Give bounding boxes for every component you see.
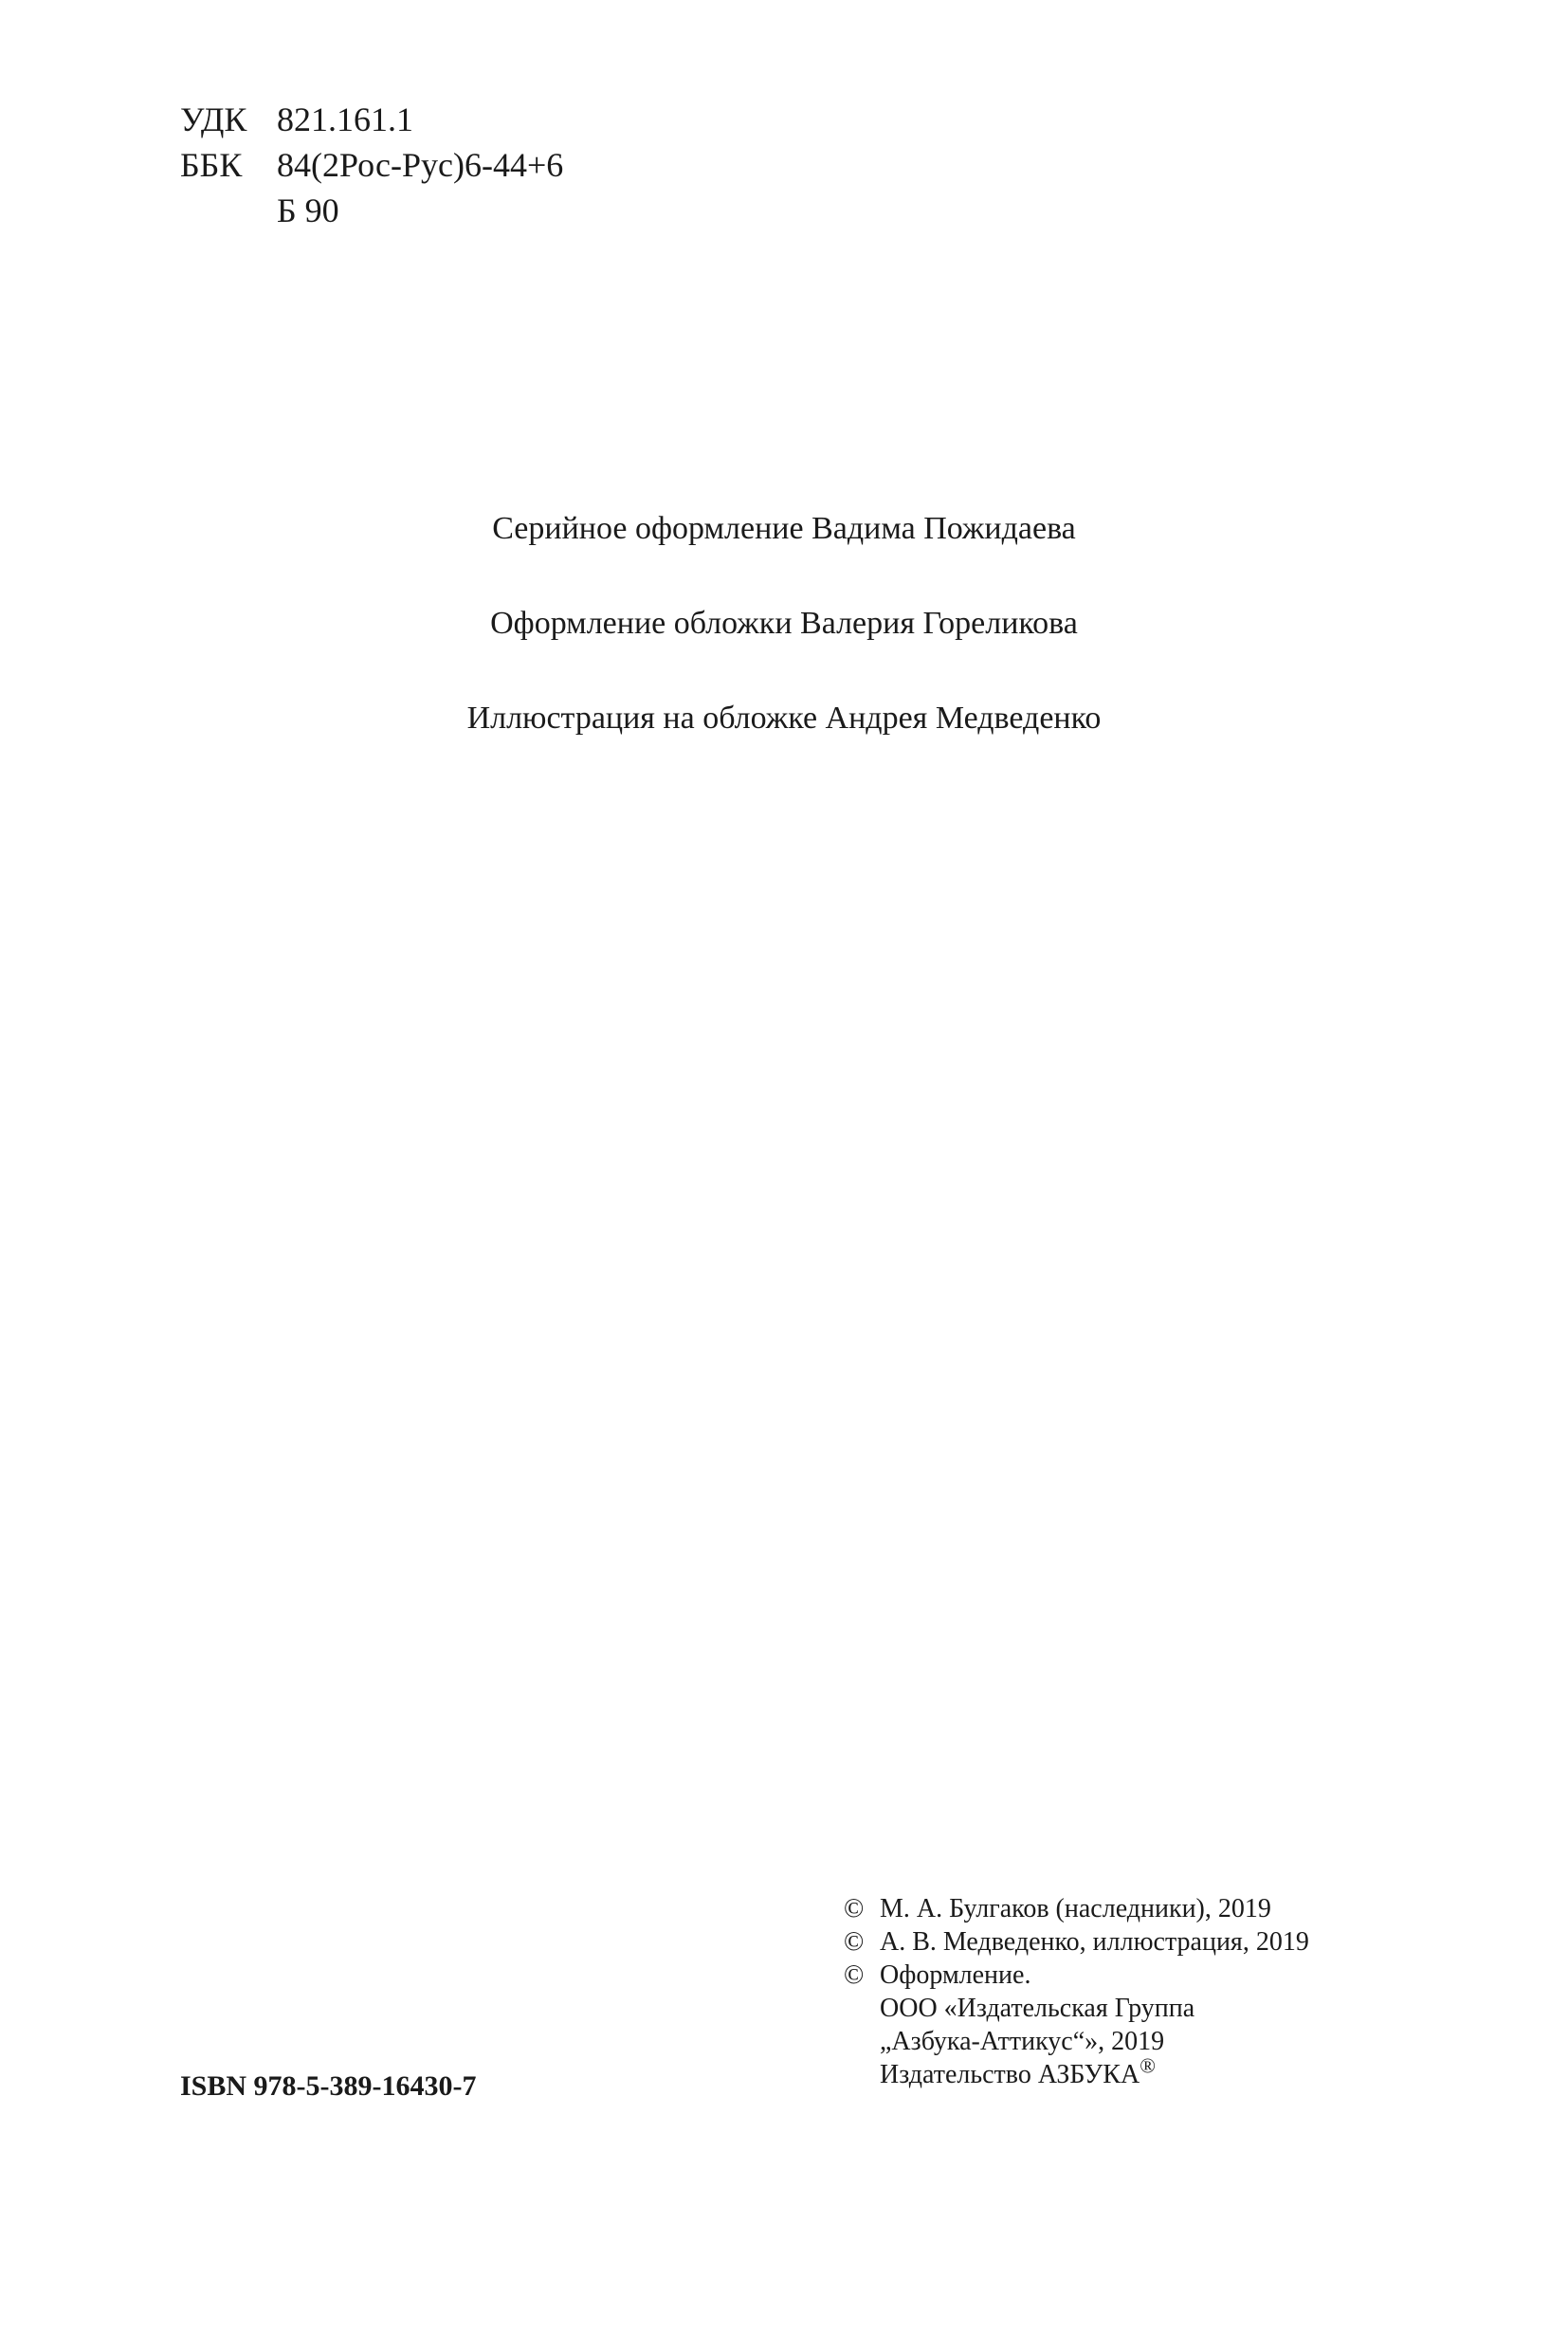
- udk-row: [180, 97, 563, 142]
- udk-label: УДК: [180, 100, 247, 138]
- udk-value: 821.161.1: [277, 100, 413, 138]
- copyright-block: [844, 1892, 1309, 2091]
- bbk-row: [180, 142, 563, 188]
- cover-design-credit: Оформление обложки Валерия Гореликова: [490, 606, 1078, 641]
- copyright-illustration-row: [844, 1925, 1309, 1959]
- cover-illustration-credit: Иллюстрация на обложке Андрея Медведенко: [466, 701, 1102, 736]
- copyright-author: М. А. Булгаков (наследники), 2019: [880, 1894, 1271, 1923]
- copyright-icon: ©: [844, 1927, 865, 1957]
- design-credits: [0, 501, 1568, 785]
- copyright-design-row: [844, 1959, 1309, 1992]
- bbk-label: ББК: [180, 146, 243, 184]
- isbn: ISBN 978-5-389-16430-7: [180, 2070, 477, 2102]
- bbk-value: 84(2Рос-Рус)6-44+6: [277, 146, 564, 184]
- series-design-credit: Серийное оформление Вадима Пожидаева: [492, 511, 1076, 546]
- imprint-name: Издательство АЗБУКА: [880, 2060, 1140, 2089]
- copyright-publisher-line: „Азбука-Аттикус“», 2019: [880, 2027, 1165, 2056]
- copyright-imprint-line: [844, 2053, 1309, 2091]
- copyright-illustration: А. В. Медведенко, иллюстрация, 2019: [880, 1927, 1309, 1957]
- registered-trademark-icon: ®: [1140, 2053, 1156, 2078]
- copyright-icon: ©: [844, 1960, 865, 1990]
- copyright-publisher-line: ООО «Издательская Группа: [880, 1994, 1195, 2023]
- author-mark: Б 90: [277, 191, 339, 229]
- classification-block: [180, 97, 563, 233]
- copyright-author-row: [844, 1892, 1309, 1925]
- copyright-design: Оформление.: [880, 1960, 1031, 1990]
- copyright-icon: ©: [844, 1894, 865, 1923]
